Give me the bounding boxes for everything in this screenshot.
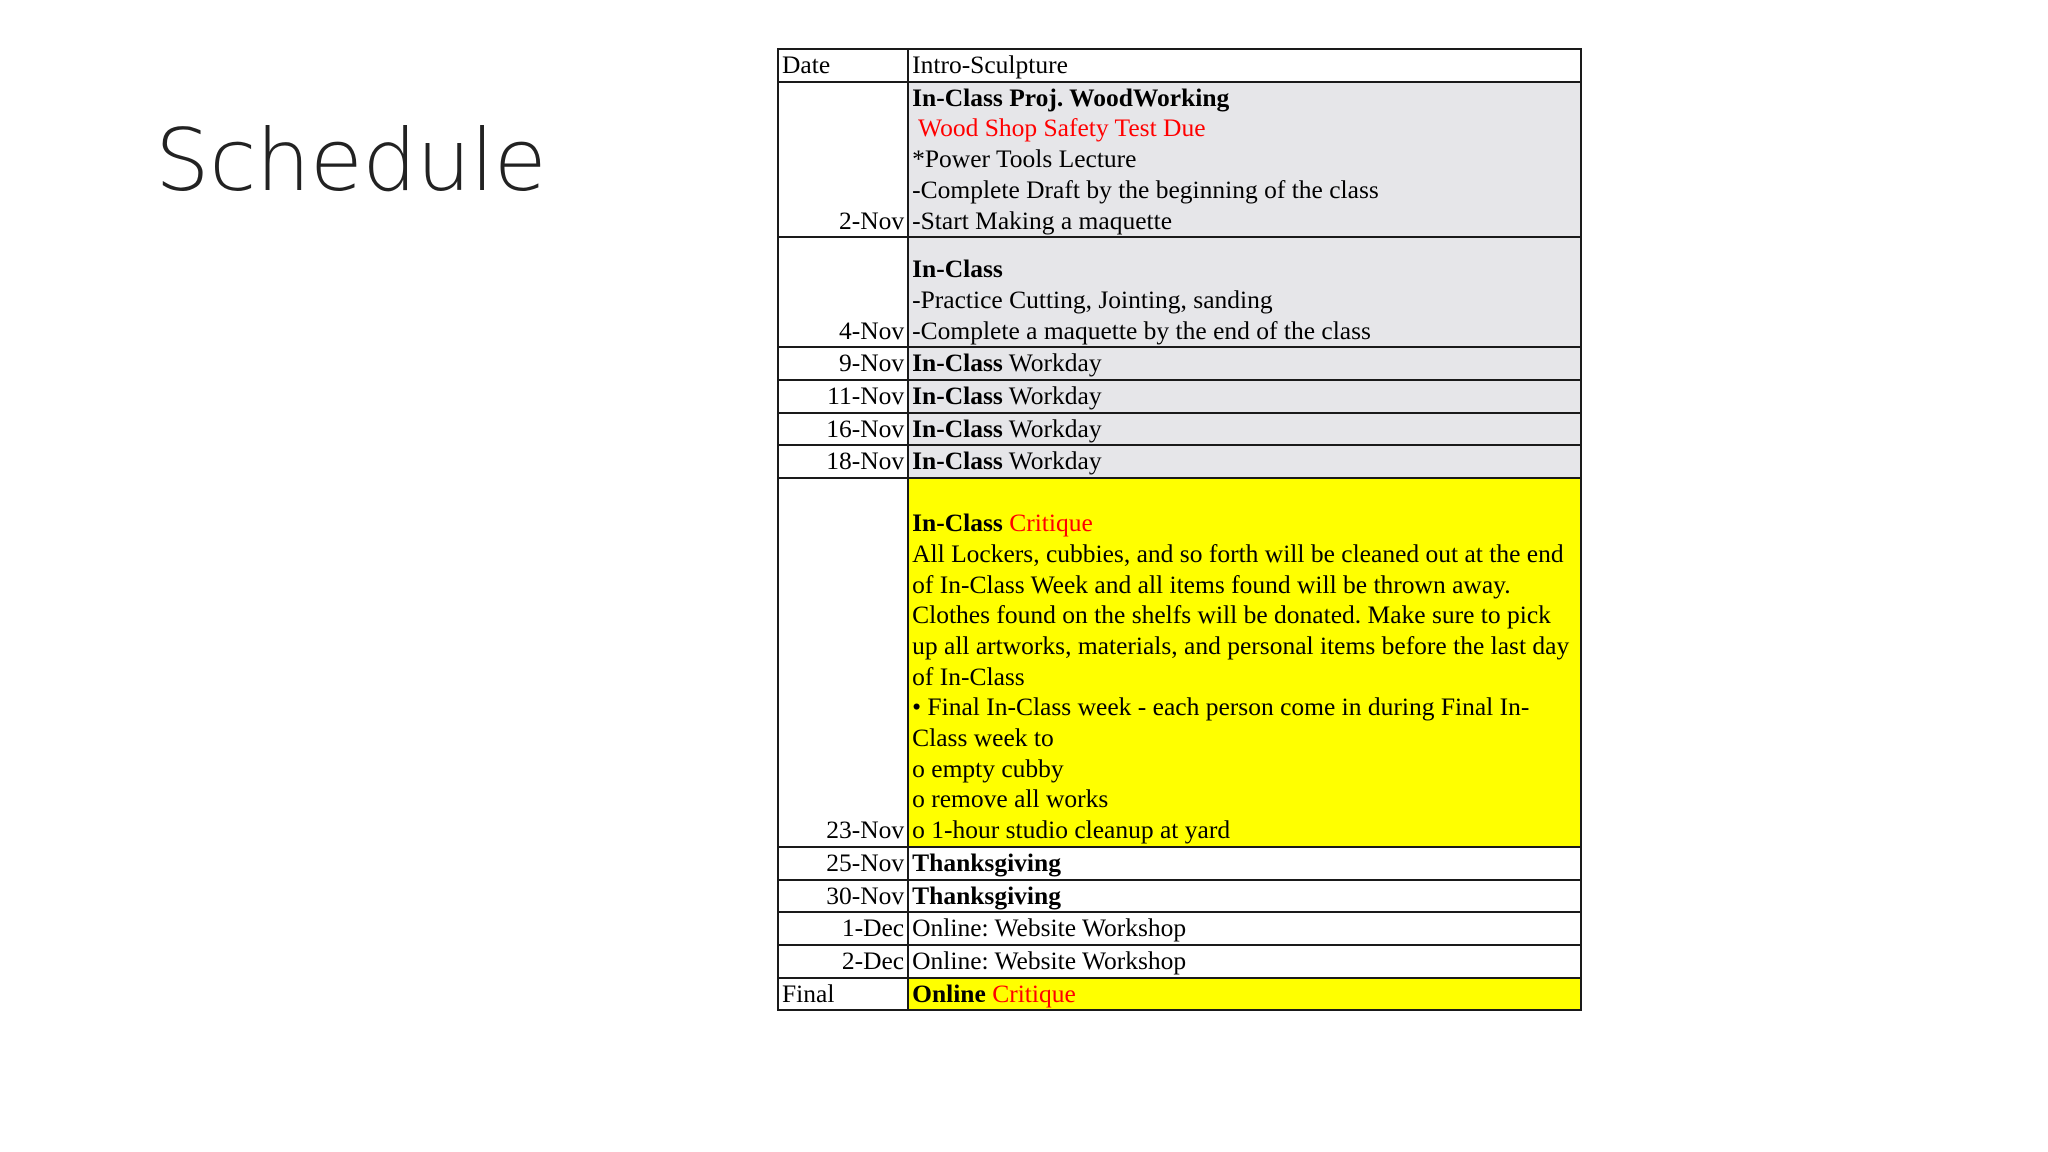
row-description: [908, 978, 1581, 1011]
row-date: 4-Nov: [778, 237, 908, 347]
row-date: 11-Nov: [778, 380, 908, 413]
table-row: [778, 978, 1581, 1011]
row-subitem: o remove all works: [912, 784, 1109, 814]
row-date: 16-Nov: [778, 413, 908, 446]
row-date: Final: [778, 978, 908, 1011]
row-subitem: o empty cubby: [912, 753, 1064, 783]
row-red-text: Critique: [985, 978, 1076, 1008]
row-line: -Complete Draft by the beginning of the class: [912, 174, 1379, 204]
row-date: 9-Nov: [778, 347, 908, 380]
row-line: In-Class: [912, 254, 1003, 284]
row-text: Workday: [1002, 381, 1102, 411]
row-bold-text: In-Class: [912, 508, 1003, 538]
row-subitem: o 1-hour studio cleanup at yard: [912, 815, 1231, 845]
row-description: Thanksgiving: [908, 880, 1581, 913]
row-date: 23-Nov: [778, 478, 908, 847]
table-row: [778, 945, 1581, 978]
row-line-red: Wood Shop Safety Test Due: [912, 113, 1206, 143]
table-row: [778, 880, 1581, 913]
row-description: Online: Website Workshop: [908, 945, 1581, 978]
row-bold-text: Online: [912, 978, 986, 1008]
row-date: 18-Nov: [778, 445, 908, 478]
row-text: Workday: [1002, 446, 1102, 476]
row-description: Online: Website Workshop: [908, 912, 1581, 945]
row-description: [908, 380, 1581, 413]
row-date: 2-Dec: [778, 945, 908, 978]
row-line: -Start Making a maquette: [912, 205, 1173, 235]
header-date: Date: [778, 49, 908, 82]
row-paragraph: All Lockers, cubbies, and so forth will be cleaned out at the end of In-Class Week and all items found will be thrown away. Clothes found on the shelfs will be donated. Make sure to pick up all artworks, materials, and personal items before the last day of In-Class: [912, 538, 1570, 691]
row-description: [908, 347, 1581, 380]
row-heading: [912, 508, 1577, 539]
table-row: [778, 347, 1581, 380]
row-line: *Power Tools Lecture: [912, 144, 1137, 174]
row-date: 30-Nov: [778, 880, 908, 913]
row-line: -Complete a maquette by the end of the class: [912, 315, 1371, 345]
row-description: Thanksgiving: [908, 847, 1581, 880]
table-row: [778, 413, 1581, 446]
table-row: [778, 478, 1581, 847]
row-bold-text: In-Class: [912, 413, 1003, 443]
table-row: [778, 82, 1581, 238]
row-description: [908, 413, 1581, 446]
row-bold-text: In-Class: [912, 381, 1003, 411]
row-description: [908, 445, 1581, 478]
table-row: [778, 445, 1581, 478]
header-course: Intro-Sculpture: [908, 49, 1581, 82]
row-description: [908, 82, 1581, 238]
row-text: Workday: [1002, 413, 1102, 443]
row-date: 25-Nov: [778, 847, 908, 880]
table-row: [778, 237, 1581, 347]
table-header-row: [778, 49, 1581, 82]
table-row: [778, 380, 1581, 413]
row-date: 2-Nov: [778, 82, 908, 238]
row-date: 1-Dec: [778, 912, 908, 945]
row-text: Workday: [1002, 348, 1102, 378]
row-line: In-Class Proj. WoodWorking: [912, 82, 1230, 112]
row-bold-text: In-Class: [912, 348, 1003, 378]
row-line: -Practice Cutting, Jointing, sanding: [912, 284, 1273, 314]
row-bold-text: In-Class: [912, 446, 1003, 476]
row-description: [908, 478, 1581, 847]
schedule-table: [777, 48, 1582, 1011]
row-red-text: Critique: [1002, 508, 1093, 538]
table-row: [778, 847, 1581, 880]
table-row: [778, 912, 1581, 945]
row-description: [908, 237, 1581, 347]
row-bullet: • Final In-Class week - each person come in during Final In-Class week to: [912, 692, 1530, 753]
slide-title: Schedule: [155, 111, 547, 211]
